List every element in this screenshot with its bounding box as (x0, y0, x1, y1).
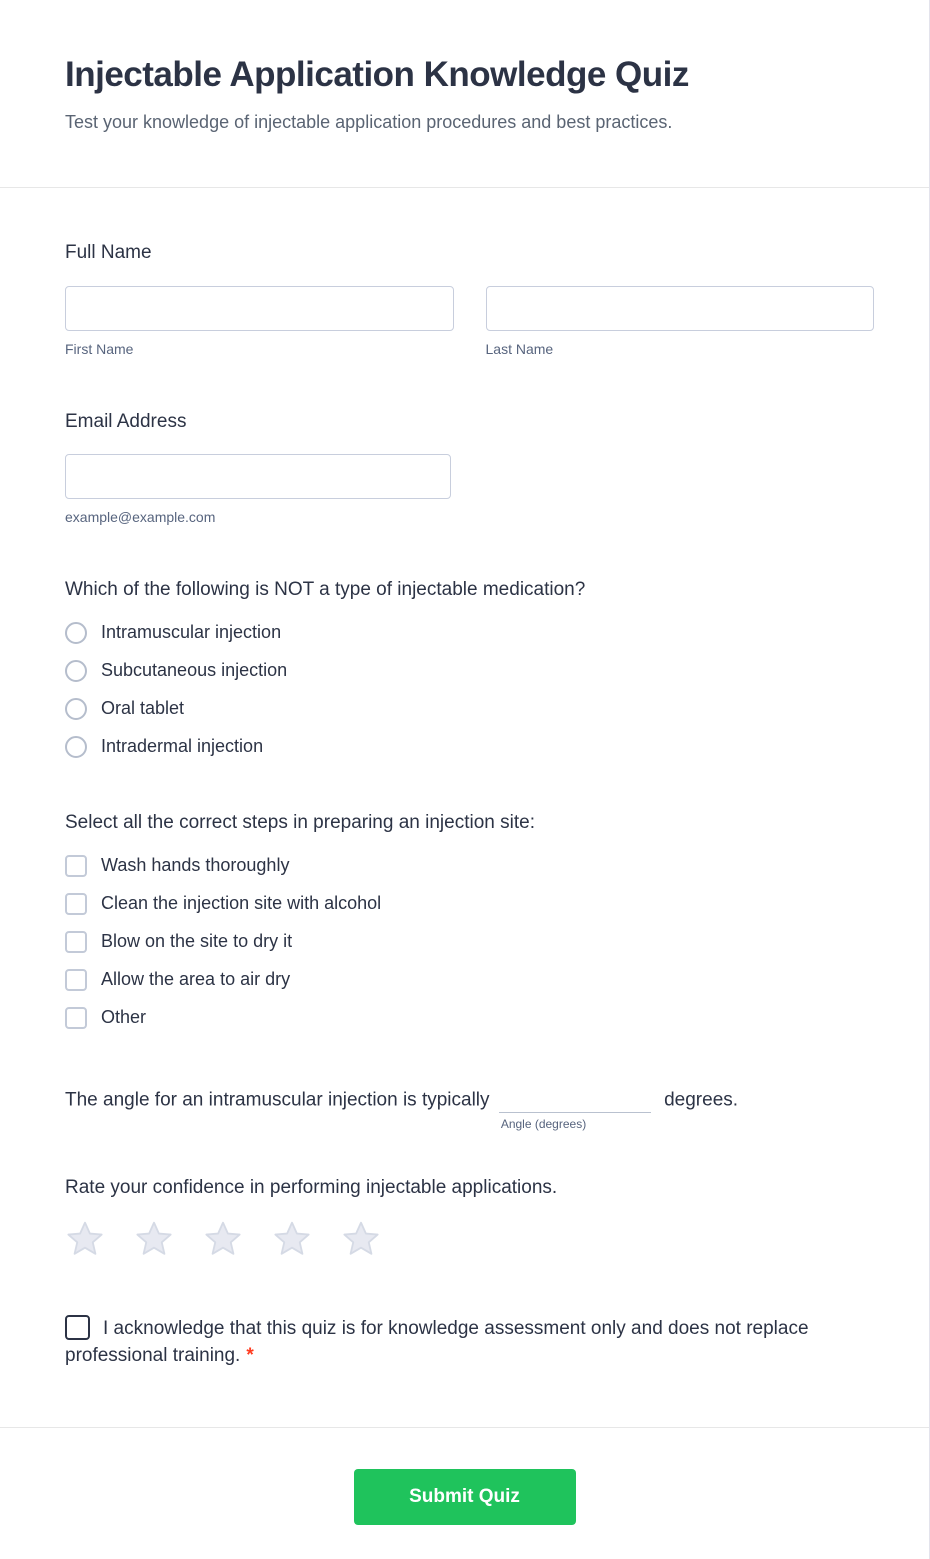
checkbox-option-clean-site[interactable] (65, 893, 874, 915)
checkbox-icon[interactable] (65, 931, 87, 953)
checkbox-option-label: Blow on the site to dry it (101, 931, 293, 952)
acknowledgment-label: I acknowledge that this quiz is for knowledge assessment only and does not replace professional training. (65, 1317, 809, 1366)
checkbox-option-list (65, 855, 874, 1029)
angle-sublabel: Angle (degrees) (500, 1116, 587, 1131)
form-header (0, 0, 929, 135)
checkbox-icon[interactable] (65, 893, 87, 915)
last-name-sublabel: Last Name (485, 340, 554, 357)
acknowledgment-question (65, 1315, 874, 1369)
email-question (65, 411, 874, 525)
form-footer (0, 1428, 929, 1525)
checkbox-question-label: Select all the correct steps in preparing an injection site: (65, 811, 535, 833)
last-name-col (486, 286, 875, 357)
checkbox-option-other[interactable] (65, 1007, 874, 1029)
radio-option-oral-tablet[interactable] (65, 698, 874, 720)
checkbox-option-air-dry[interactable] (65, 969, 874, 991)
checkbox-icon[interactable] (65, 855, 87, 877)
last-name-field[interactable] (486, 286, 875, 331)
angle-input[interactable] (499, 1089, 651, 1113)
star-icon[interactable] (272, 1219, 312, 1259)
first-name-sublabel: First Name (65, 340, 134, 357)
page-title: Injectable Application Knowledge Quiz (65, 55, 689, 94)
checkbox-option-wash-hands[interactable] (65, 855, 874, 877)
checkbox-option-label: Other (101, 1007, 147, 1028)
fill-blank-question (65, 1089, 874, 1137)
checkbox-option-label: Clean the injection site with alcohol (101, 893, 382, 914)
radio-button-icon[interactable] (65, 698, 87, 720)
header-divider (0, 187, 929, 188)
radio-question (65, 579, 874, 758)
star-icon[interactable] (203, 1219, 243, 1259)
acknowledgment-checkbox-icon[interactable] (65, 1315, 90, 1340)
star-icon[interactable] (65, 1219, 105, 1259)
full-name-label: Full Name (65, 241, 152, 263)
radio-option-label: Subcutaneous injection (101, 660, 288, 681)
star-icon[interactable] (134, 1219, 174, 1259)
rating-question (65, 1177, 874, 1259)
fill-blank-row (65, 1089, 874, 1131)
radio-option-label: Oral tablet (101, 698, 185, 719)
email-sublabel: example@example.com (65, 508, 216, 525)
name-fields-row (65, 286, 874, 357)
radio-button-icon[interactable] (65, 736, 87, 758)
required-asterisk: * (246, 1344, 254, 1366)
radio-option-subcutaneous[interactable] (65, 660, 874, 682)
email-field[interactable] (65, 454, 451, 499)
star-rating (65, 1219, 874, 1259)
radio-button-icon[interactable] (65, 622, 87, 644)
checkbox-icon[interactable] (65, 969, 87, 991)
rating-label: Rate your confidence in performing injectable applications. (65, 1176, 558, 1198)
checkbox-option-blow-site[interactable] (65, 931, 874, 953)
radio-button-icon[interactable] (65, 660, 87, 682)
radio-option-label: Intradermal injection (101, 736, 264, 757)
radio-option-list (65, 622, 874, 758)
form-body (0, 242, 929, 1369)
angle-input-wrap (499, 1089, 651, 1131)
email-label: Email Address (65, 410, 187, 432)
radio-option-intradermal[interactable] (65, 736, 874, 758)
radio-question-label: Which of the following is NOT a type of injectable medication? (65, 578, 586, 600)
checkbox-option-label: Allow the area to air dry (101, 969, 291, 990)
fill-blank-text-after: degrees. (664, 1089, 739, 1111)
page-subtitle: Test your knowledge of injectable application procedures and best practices. (65, 112, 673, 133)
submit-quiz-button[interactable]: Submit Quiz (354, 1469, 576, 1525)
full-name-question (65, 242, 874, 357)
first-name-field[interactable] (65, 286, 454, 331)
radio-option-label: Intramuscular injection (101, 622, 282, 643)
radio-option-intramuscular[interactable] (65, 622, 874, 644)
first-name-col (65, 286, 454, 357)
star-icon[interactable] (341, 1219, 381, 1259)
acknowledgment-row[interactable] (65, 1318, 809, 1366)
checkbox-question (65, 812, 874, 1029)
checkbox-option-label: Wash hands thoroughly (101, 855, 290, 876)
fill-blank-text-before: The angle for an intramuscular injection is typically (65, 1089, 490, 1111)
checkbox-icon[interactable] (65, 1007, 87, 1029)
